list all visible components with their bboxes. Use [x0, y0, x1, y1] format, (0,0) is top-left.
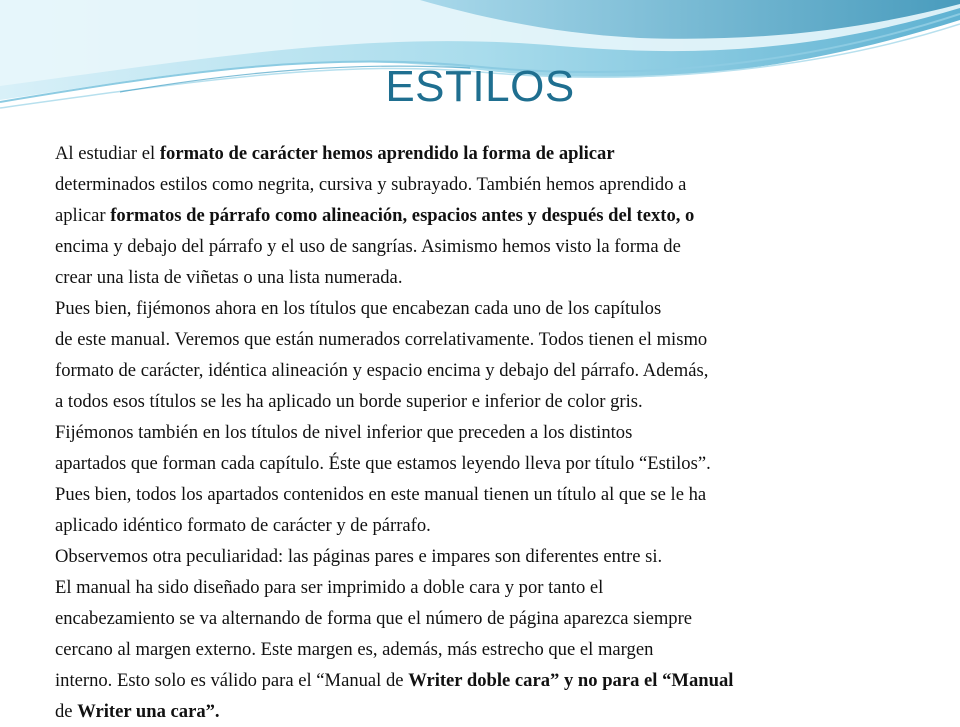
text-line: [55, 293, 915, 324]
text-line: [55, 696, 915, 727]
text-line: [55, 634, 915, 665]
slide-title: ESTILOS: [385, 62, 575, 111]
text-line: [55, 448, 915, 479]
text-run: determinados estilos como negrita, cursiva y subrayado. También hemos aprendido a: [55, 174, 687, 195]
text-line: [55, 572, 915, 603]
text-run: de: [55, 701, 78, 722]
text-line: [55, 386, 915, 417]
text-run: Fijémonos también en los títulos de nivel inferior que preceden a los distintos: [55, 422, 633, 443]
text-line: [55, 324, 915, 355]
text-run: encima y debajo del párrafo y el uso de sangrías. Asimismo hemos visto la forma de: [55, 236, 681, 257]
bold-text: ”.: [205, 701, 220, 722]
bold-text: Writer una cara: [77, 701, 206, 722]
text-line: [55, 665, 915, 696]
text-run: Observemos otra peculiaridad: las páginas pares e impares son diferentes entre si.: [55, 546, 663, 567]
text-run: crear una lista de viñetas o una lista numerada.: [55, 267, 403, 288]
bold-text: Writer doble cara: [408, 670, 551, 691]
text-run: de este manual. Veremos que están numerados correlativamente. Todos tienen el mismo: [55, 329, 708, 350]
text-run: a todos esos títulos se les ha aplicado un borde superior e inferior de color gris.: [55, 391, 643, 412]
text-run: apartados que forman cada capítulo. Éste que estamos leyendo lleva por título “Estilos”.: [55, 453, 711, 474]
text-line: [55, 603, 915, 634]
text-line: [55, 200, 915, 231]
bold-text: formato de carácter hemos aprendido la forma de aplicar: [159, 143, 615, 164]
text-run: formato de carácter, idéntica alineación y espacio encima y debajo del párrafo. Además,: [55, 360, 709, 381]
text-run: aplicado idéntico formato de carácter y de párrafo.: [55, 515, 431, 536]
text-line: [55, 355, 915, 386]
text-line: [55, 510, 915, 541]
bold-text: formatos de párrafo como alineación, espacios antes y después del texto, o: [110, 205, 695, 226]
text-run: cercano al margen externo. Este margen es, además, más estrecho que el margen: [55, 639, 654, 660]
text-line: [55, 169, 915, 200]
text-run: Pues bien, fijémonos ahora en los títulos que encabezan cada uno de los capítulos: [55, 298, 662, 319]
bold-text: ” y no para el “: [550, 670, 672, 691]
text-line: [55, 541, 915, 572]
text-line: [55, 231, 915, 262]
text-line: [55, 138, 915, 169]
text-run: Al estudiar el: [55, 143, 160, 164]
text-run: aplicar: [55, 205, 111, 226]
text-run: El manual ha sido diseñado para ser imprimido a doble cara y por tanto el: [55, 577, 604, 598]
text-run: encabezamiento se va alternando de forma que el número de página aparezca siempre: [55, 608, 693, 629]
bold-text: Manual: [671, 670, 734, 691]
text-line: [55, 417, 915, 448]
text-run: interno. Esto solo es válido para el “Manual de: [55, 670, 409, 691]
text-line: [55, 479, 915, 510]
text-line: [55, 262, 915, 293]
text-run: Pues bien, todos los apartados contenidos en este manual tienen un título al que se le ha: [55, 484, 707, 505]
body-text: [55, 138, 915, 727]
